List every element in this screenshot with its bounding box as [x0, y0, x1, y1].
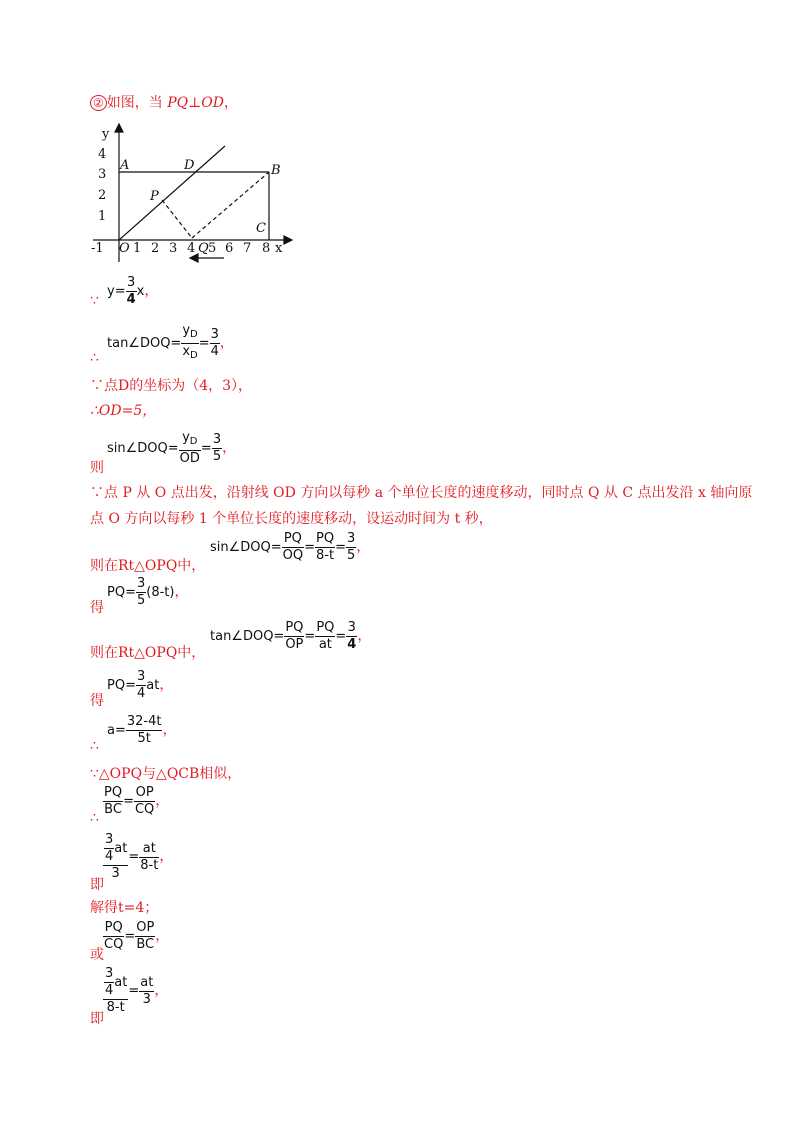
y-label: y [102, 127, 110, 142]
l10-prefix: 得 [90, 693, 104, 709]
origin-label: O [119, 241, 130, 256]
y-tick-3: 3 [98, 167, 107, 182]
l9-d3: 4 [347, 637, 357, 652]
l16-d2: BC [136, 937, 155, 952]
point-c-label: C [256, 221, 266, 236]
l10-num: 3 [136, 669, 146, 684]
l2-n2: 3 [210, 327, 219, 342]
intro-od: OD [201, 95, 224, 111]
l11-num: 32-4t [126, 714, 162, 729]
l8-lhs: PQ= [107, 585, 136, 600]
l13-n1: PQ [104, 785, 123, 800]
x-tick-4: 4 [187, 241, 196, 256]
l2-num-y: y [182, 323, 191, 338]
l7-n1: PQ [282, 531, 304, 548]
l1-prefix: ∵ [90, 293, 99, 309]
l16-n2: OP [136, 920, 155, 935]
l14-top-r: at [114, 841, 128, 856]
l17-den: 8-t [106, 1000, 125, 1015]
l6-line-b: 点 O 方向以每秒 1 个单位长度的速度移动，设运动时间为 t 秒， [90, 511, 493, 527]
l5-num-sub: D [189, 436, 198, 447]
l7-tail: ， [356, 539, 371, 555]
l5-lhs: sin∠DOQ= [107, 441, 179, 456]
l17-prefix: 即 [90, 1011, 104, 1027]
l5-d2: 5 [212, 449, 222, 464]
l14-prefix: 即 [90, 877, 104, 893]
x-tick-2: 2 [151, 241, 160, 256]
formula-l17: $\frac{3}{4}$ at 8-t = $\frac{at}{3}$ ， [105, 966, 169, 1015]
formula-l13: $\frac{PQ}{BC}$ = $\frac{OP}{CQ}$ ， [104, 785, 170, 817]
l16-prefix: 或 [90, 947, 104, 963]
l17-top-r: at [114, 975, 128, 990]
l9-n1: PQ [285, 620, 304, 635]
l8-den: 5 [136, 593, 146, 608]
y-axis-arrow [115, 124, 123, 132]
intro-text: 如图，当 [106, 95, 168, 111]
x-tick-6: 6 [225, 241, 234, 256]
l14-tail: ， [159, 848, 174, 865]
l5-eq: = [200, 441, 212, 456]
l5-prefix: 则 [90, 460, 104, 476]
l2-eq: = [198, 336, 210, 351]
l8-prefix: 得 [90, 600, 104, 616]
l16-tail: ， [155, 928, 170, 944]
x-tick-5: 5 [208, 241, 217, 256]
l8-num: 3 [136, 576, 146, 591]
l5-num-y: y [182, 430, 190, 445]
l14-n2: at [139, 841, 159, 858]
l17-n2: at [140, 974, 154, 990]
intro-tail: ， [224, 95, 238, 111]
l9-lhs: tan∠DOQ= [210, 629, 285, 644]
l9-d1: OP [285, 637, 304, 652]
x-tick-8: 8 [262, 241, 271, 256]
l4-text: ∴OD=5， [90, 403, 157, 419]
l9-tail: ， [357, 628, 372, 644]
y-tick-4: 4 [98, 147, 107, 162]
l3-text: ∵点D的坐标为（4，3）， [90, 378, 253, 394]
l2-prefix: ∴ [90, 350, 99, 366]
x-label: x [275, 241, 283, 256]
l6-line-a: ∵点 P 从 O 点出发，沿射线 OD 方向以每秒 a 个单位长度的速度移动，同时点 Q 从 C 点出发沿 x 轴向原 [90, 485, 753, 501]
intro-pq: PQ [167, 95, 189, 111]
l13-n2: OP [135, 785, 154, 800]
point-d-label: D [184, 158, 195, 173]
point-p-label: P [150, 189, 159, 204]
segment-pq [162, 200, 192, 238]
l17-top-n: 3 [105, 966, 114, 981]
l14-den: 3 [111, 866, 120, 881]
l2-tail: ， [219, 335, 234, 351]
formula-l7: sin∠DOQ= $\frac{PQ}{OQ}$ = $\frac{PQ}{8-t}$ = $\frac{3}{5}$ ， [210, 531, 371, 563]
l7-d2: 8-t [316, 548, 335, 563]
x-tick-1: 1 [133, 241, 142, 256]
intro-perp: ⊥ [188, 95, 202, 111]
l1-lhs: y= [107, 284, 126, 299]
formula-l16: $\frac{PQ}{CQ}$ = $\frac{OP}{BC}$ ， [104, 920, 170, 952]
l14-d2: 8-t [140, 857, 159, 873]
l14-top-d: 4 [105, 849, 114, 864]
l2-den-sub: D [190, 350, 198, 361]
x-tick-3: 3 [169, 241, 178, 256]
l16-d1: CQ [104, 937, 124, 952]
l11-tail: ， [162, 722, 177, 738]
l11-den: 5t [137, 731, 151, 746]
l13-d2: CQ [134, 802, 155, 817]
l5-den: OD [179, 451, 200, 466]
formula-l8 [107, 576, 188, 609]
coordinate-figure [88, 122, 298, 270]
y-tick-2: 2 [98, 188, 107, 203]
point-q-label: Q [198, 241, 209, 256]
l1-tail: ， [144, 283, 159, 299]
point-a-label: A [120, 158, 130, 173]
x-tick-7: 7 [243, 241, 252, 256]
ray-od [119, 146, 225, 240]
y-tick-1: 1 [98, 209, 107, 224]
l2-lhs: tan∠DOQ= [107, 336, 182, 351]
l17-tail: ， [154, 982, 169, 999]
l7-d1: OQ [282, 548, 304, 563]
formula-l9: tan∠DOQ= $\frac{PQ}{OP}$ = $\frac{PQ}{at}$ = $\frac{3}{4}$ ， [210, 620, 372, 652]
l1-den: 4 [126, 292, 136, 307]
l2-d2: 4 [210, 344, 219, 359]
l1-num: 3 [126, 275, 136, 290]
formula-l5 [107, 430, 236, 467]
l15-text: 解得t=4； [90, 900, 159, 916]
l11-lhs: a= [107, 723, 126, 738]
l13-prefix: ∴ [90, 810, 99, 826]
l14-top-n: 3 [105, 832, 114, 847]
l16-n1: PQ [104, 920, 123, 935]
l10-den: 4 [136, 686, 146, 701]
l13-tail: ， [155, 793, 170, 809]
intro-line [90, 92, 238, 112]
formula-l10 [107, 669, 173, 702]
l10-tail: ， [159, 677, 174, 693]
l7-prefix: 则在Rt△OPQ中， [90, 558, 206, 574]
l10-rhs: at [146, 678, 160, 693]
l7-n3: 3 [347, 531, 356, 546]
l2-num-sub: D [190, 329, 198, 340]
l9-n2: PQ [316, 620, 335, 635]
l5-tail: ， [222, 440, 237, 456]
l7-lhs: sin∠DOQ= [210, 540, 282, 555]
l17-d2: 3 [142, 991, 151, 1007]
x-tick-neg1: -1 [91, 241, 104, 256]
l10-lhs: PQ= [107, 678, 136, 693]
l8-tail: ， [174, 584, 189, 600]
l9-d2: at [318, 637, 332, 652]
circled-number: ② [90, 95, 107, 111]
l9-prefix: 则在Rt△OPQ中， [90, 645, 206, 661]
l5-n2: 3 [212, 432, 222, 447]
l9-n3: 3 [347, 620, 356, 635]
l1-rhs: x [136, 284, 145, 299]
l11-prefix: ∴ [90, 738, 99, 754]
formula-l1 [107, 275, 158, 308]
formula-l2 [107, 323, 234, 364]
point-b-label: B [271, 163, 281, 178]
l7-n2: PQ [316, 531, 335, 546]
l8-rhs: (8-t) [146, 585, 175, 600]
formula-l14: $\frac{3}{4}$ at 3 = $\frac{at}{8-t}$ ， [105, 832, 174, 881]
x-axis-arrow [284, 236, 292, 244]
l7-d3: 5 [347, 548, 356, 563]
l17-top-d: 4 [105, 983, 114, 998]
l13-d1: BC [104, 802, 122, 817]
formula-l11 [107, 714, 176, 747]
l12-text: ∵△OPQ与△QCB相似， [90, 766, 242, 782]
l2-den-x: x [182, 344, 191, 359]
